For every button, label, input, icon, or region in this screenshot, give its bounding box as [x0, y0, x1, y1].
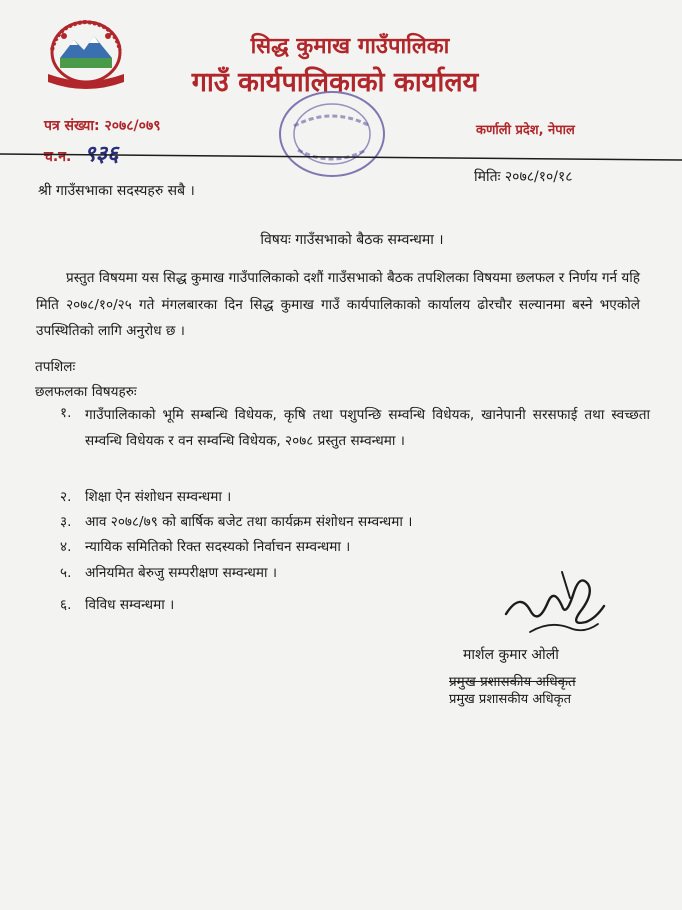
office-name: गाउँ कार्यपालिकाको कार्यालय: [191, 67, 479, 98]
org-name: सिद्ध कुमाख गाउँपालिका: [250, 34, 450, 59]
letter-number-value: २०७८/०७९: [104, 118, 161, 134]
dispatch-number-value: ९३६: [84, 141, 119, 167]
agenda-item-number: ४.: [60, 539, 72, 555]
agenda-item: [60, 402, 650, 482]
signer-title-text: प्रमुख प्रशासकीय अधिकृत: [449, 674, 576, 690]
office-stamp-icon: [272, 86, 392, 182]
agenda-item-text: न्यायिक समितिको रिक्त सदस्यको निर्वाचन सम्वन्धमा ।: [85, 539, 351, 555]
letterhead-rule: [0, 152, 682, 162]
signature-icon: [500, 562, 610, 650]
letter-number-label: पत्र संख्या:: [44, 118, 100, 134]
letter-date: मितिः २०७८/१०/१८: [474, 169, 573, 185]
agenda-item-text: विविध सम्वन्धमा ।: [85, 597, 175, 613]
letter-number: [44, 116, 161, 135]
addressee: श्री गाउँसभाका सदस्यहरु सबै ।: [38, 183, 195, 199]
province-address: कर्णाली प्रदेश, नेपाल: [476, 123, 575, 138]
agenda-item-number: ६.: [60, 597, 72, 613]
dispatch-number-label: च.न.: [44, 149, 72, 165]
agenda-item-number: १.: [60, 405, 72, 421]
agenda-item-number: ५.: [60, 565, 72, 581]
signer-name: मार्शल कुमार ओली: [463, 647, 559, 663]
designation-stamp: प्रमुख प्रशासकीय अधिकृत: [449, 692, 572, 707]
details-label: तपशिलः: [35, 359, 76, 375]
agenda-label: छलफलका विषयहरुः: [35, 384, 137, 400]
agenda-item-text: अनियमित बेरुजु सम्परीक्षण सम्वन्धमा ।: [85, 565, 277, 581]
agenda-item-text: आव २०७८/७९ को बार्षिक बजेट तथा कार्यक्रम संशोधन सम्वन्धमा ।: [85, 514, 413, 530]
agenda-item-text: गाउँपालिकाको भूमि सम्बन्धि विधेयक, कृषि तथा पशुपन्छि सम्वन्धि विधेयक, खानेपानी सरसफाई तथा स्वच्छता सम्वन्धि विधेयक र वन सम्वन्धि विधेयक, २०७८ प्रस्तुत सम्वन्धमा ।: [85, 407, 650, 449]
agenda-item-number: २.: [60, 489, 72, 505]
subject-line: विषयः गाउँसभाको बैठक सम्वन्धमा ।: [260, 232, 444, 248]
agenda-item-text: शिक्षा ऐन संशोधन सम्वन्धमा ।: [85, 489, 232, 505]
nepal-emblem-icon: [38, 14, 134, 98]
body-paragraph: प्रस्तुत विषयमा यस सिद्ध कुमाख गाउँपालिकाको दशौं गाउँसभाको बैठक तपशिलका विषयमा छलफल र निर्णय गर्न यहि मिति २०७८/१०/२५ गते मंगलबारका दिन सिद्ध कुमाख गाउँ कार्यपालिकाको कार्यालय ढोरचौर सल्यानमा बस्ने भएकोले उपस्थितिको लागि अनुरोध छ ।: [36, 270, 640, 339]
agenda-item-number: ३.: [60, 514, 72, 530]
